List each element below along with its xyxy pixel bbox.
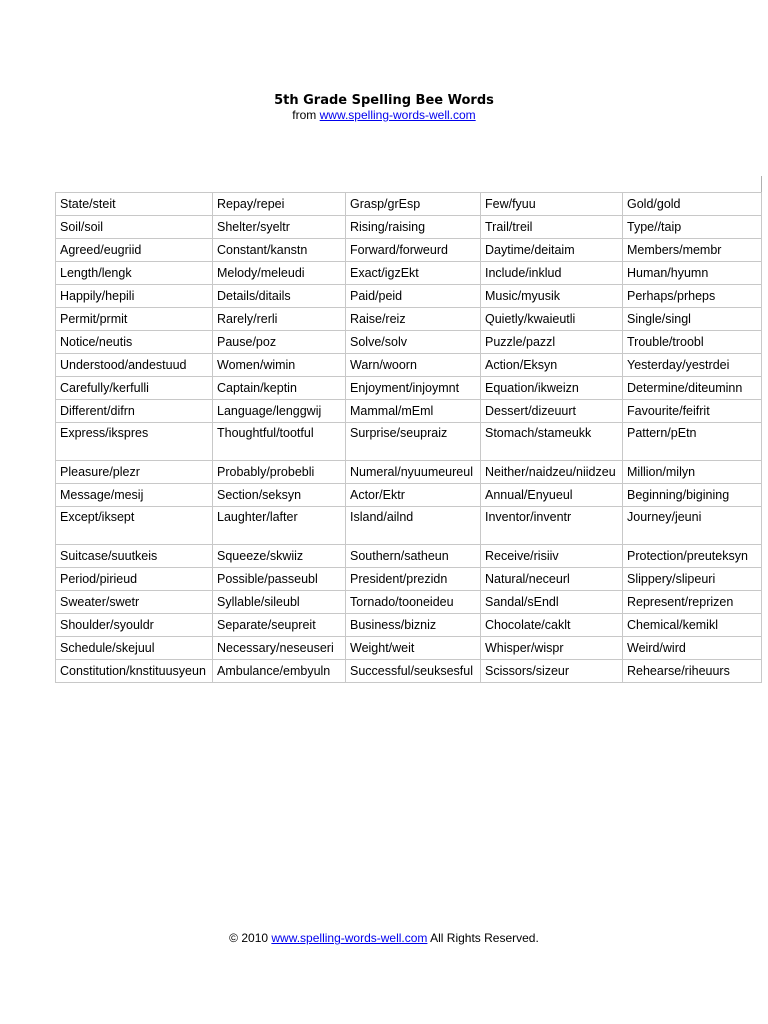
word-cell: Agreed/eugriid (56, 239, 213, 262)
word-cell: Whisper/wispr (481, 637, 623, 660)
word-cell: Laughter/lafter (213, 507, 346, 545)
spelling-words-table (55, 192, 762, 683)
word-cell: Dessert/dizeuurt (481, 400, 623, 423)
word-cell: Few/fyuu (481, 193, 623, 216)
word-cell: Daytime/deitaim (481, 239, 623, 262)
word-cell: Business/bizniz (346, 614, 481, 637)
table-row (56, 507, 762, 545)
table-row (56, 285, 762, 308)
word-cell: Permit/prmit (56, 308, 213, 331)
word-cell: Mammal/mEml (346, 400, 481, 423)
word-cell: Suitcase/suutkeis (56, 545, 213, 568)
word-cell: Members/membr (623, 239, 762, 262)
site-link[interactable]: www.spelling-words-well.com (319, 108, 476, 122)
word-cell: Express/ikspres (56, 423, 213, 461)
table-row (56, 354, 762, 377)
word-cell: Soil/soil (56, 216, 213, 239)
table-row (56, 461, 762, 484)
table-row (56, 239, 762, 262)
word-cell: Solve/solv (346, 331, 481, 354)
word-cell: Women/wimin (213, 354, 346, 377)
word-cell: Represent/reprizen (623, 591, 762, 614)
word-cell: Pause/poz (213, 331, 346, 354)
word-cell: Shelter/syeltr (213, 216, 346, 239)
word-cell: Receive/risiiv (481, 545, 623, 568)
word-cell: Warn/woorn (346, 354, 481, 377)
word-cell: Gold/gold (623, 193, 762, 216)
footer-site-link[interactable]: www.spelling-words-well.com (271, 931, 428, 945)
word-cell: Scissors/sizeur (481, 660, 623, 683)
word-cell: Ambulance/embyuln (213, 660, 346, 683)
table-row (56, 637, 762, 660)
word-cell: Happily/hepili (56, 285, 213, 308)
word-cell: Schedule/skejuul (56, 637, 213, 660)
word-cell: Enjoyment/injoymnt (346, 377, 481, 400)
word-cell: Length/lengk (56, 262, 213, 285)
word-cell: Neither/naidzeu/niidzeu (481, 461, 623, 484)
word-cell: Southern/satheun (346, 545, 481, 568)
word-cell: Shoulder/syouldr (56, 614, 213, 637)
word-cell: Chocolate/caklt (481, 614, 623, 637)
word-cell: Thoughtful/tootful (213, 423, 346, 461)
word-cell: Rising/raising (346, 216, 481, 239)
word-cell: Weird/wird (623, 637, 762, 660)
table-row (56, 377, 762, 400)
word-cell: Period/pirieud (56, 568, 213, 591)
word-cell: Syllable/sileubl (213, 591, 346, 614)
word-cell: Type//taip (623, 216, 762, 239)
rights-text: All Rights Reserved. (430, 931, 539, 945)
word-cell: Notice/neutis (56, 331, 213, 354)
table-row (56, 331, 762, 354)
word-cell: Captain/keptin (213, 377, 346, 400)
table-row (56, 614, 762, 637)
word-cell: Protection/preuteksyn (623, 545, 762, 568)
word-cell: Perhaps/prheps (623, 285, 762, 308)
word-cell: President/prezidn (346, 568, 481, 591)
word-cell: Different/difrn (56, 400, 213, 423)
word-cell: State/steit (56, 193, 213, 216)
word-cell: Slippery/slipeuri (623, 568, 762, 591)
word-cell: Trouble/troobl (623, 331, 762, 354)
table-row (56, 568, 762, 591)
word-cell: Surprise/seupraiz (346, 423, 481, 461)
table-row (56, 484, 762, 507)
word-cell: Necessary/neseuseri (213, 637, 346, 660)
table-row (56, 545, 762, 568)
word-cell: Melody/meleudi (213, 262, 346, 285)
word-cell: Puzzle/pazzl (481, 331, 623, 354)
word-cell: Possible/passeubl (213, 568, 346, 591)
word-cell: Quietly/kwaieutli (481, 308, 623, 331)
table-row (56, 591, 762, 614)
word-cell: Constitution/knstituusyeun (56, 660, 213, 683)
word-cell: Determine/diteuminn (623, 377, 762, 400)
word-cell: Rehearse/riheuurs (623, 660, 762, 683)
word-cell: Numeral/nyuumeureul (346, 461, 481, 484)
word-cell: Constant/kanstn (213, 239, 346, 262)
from-label: from (292, 108, 317, 122)
word-cell: Exact/igzEkt (346, 262, 481, 285)
table-row (56, 216, 762, 239)
word-cell: Actor/Ektr (346, 484, 481, 507)
word-cell: Sweater/swetr (56, 591, 213, 614)
table-row (56, 193, 762, 216)
word-cell: Grasp/grEsp (346, 193, 481, 216)
word-cell: Raise/reiz (346, 308, 481, 331)
word-cell: Probably/probebli (213, 461, 346, 484)
word-cell: Pattern/pEtn (623, 423, 762, 461)
word-cell: Successful/seuksesful (346, 660, 481, 683)
word-cell: Music/myusik (481, 285, 623, 308)
table-row (56, 308, 762, 331)
table-row (56, 660, 762, 683)
word-cell: Details/ditails (213, 285, 346, 308)
word-cell: Action/Eksyn (481, 354, 623, 377)
word-cell: Squeeze/skwiiz (213, 545, 346, 568)
table-row (56, 400, 762, 423)
word-cell: Include/inklud (481, 262, 623, 285)
word-cell: Repay/repei (213, 193, 346, 216)
table-row (56, 262, 762, 285)
word-cell: Forward/forweurd (346, 239, 481, 262)
word-cell: Natural/neceurl (481, 568, 623, 591)
word-cell: Beginning/bigining (623, 484, 762, 507)
word-cell: Except/iksept (56, 507, 213, 545)
word-cell: Carefully/kerfulli (56, 377, 213, 400)
word-cell: Human/hyumn (623, 262, 762, 285)
word-cell: Sandal/sEndl (481, 591, 623, 614)
word-cell: Chemical/kemikl (623, 614, 762, 637)
word-cell: Yesterday/yestrdei (623, 354, 762, 377)
word-cell: Rarely/rerli (213, 308, 346, 331)
word-cell: Weight/weit (346, 637, 481, 660)
word-cell: Trail/treil (481, 216, 623, 239)
word-cell: Favourite/feifrit (623, 400, 762, 423)
word-cell: Million/milyn (623, 461, 762, 484)
word-cell: Journey/jeuni (623, 507, 762, 545)
page-title: 5th Grade Spelling Bee Words (274, 93, 494, 108)
word-cell: Understood/andestuud (56, 354, 213, 377)
word-cell: Paid/peid (346, 285, 481, 308)
word-cell: Message/mesij (56, 484, 213, 507)
word-cell: Inventor/inventr (481, 507, 623, 545)
word-cell: Stomach/stameukk (481, 423, 623, 461)
word-cell: Annual/Enyueul (481, 484, 623, 507)
word-cell: Separate/seupreit (213, 614, 346, 637)
copyright-text: © 2010 (229, 931, 269, 945)
word-cell: Island/ailnd (346, 507, 481, 545)
footer (0, 931, 768, 945)
table-row (56, 423, 762, 461)
word-cell: Equation/ikweizn (481, 377, 623, 400)
word-cell: Tornado/tooneideu (346, 591, 481, 614)
word-cell: Section/seksyn (213, 484, 346, 507)
word-cell: Language/lenggwij (213, 400, 346, 423)
source-line (0, 108, 768, 122)
word-cell: Pleasure/plezr (56, 461, 213, 484)
word-cell: Single/singl (623, 308, 762, 331)
